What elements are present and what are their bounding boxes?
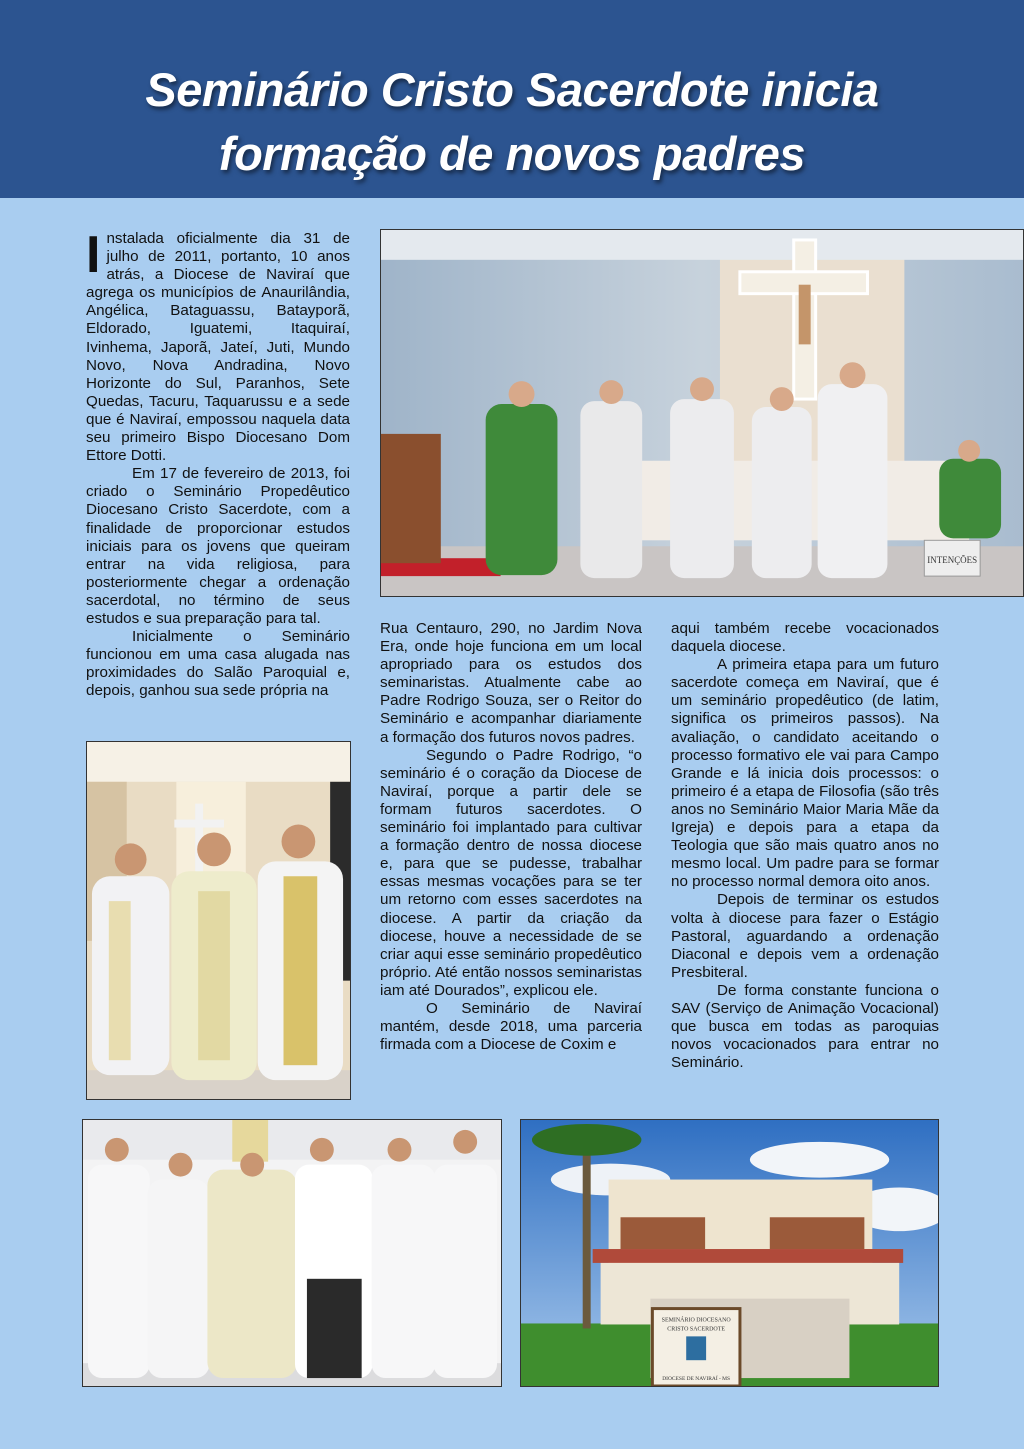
intencoes-sign: INTENÇÕES	[927, 555, 978, 566]
sign-line-3: DIOCESE DE NAVIRAÍ - MS	[662, 1376, 731, 1383]
paragraph: Instalada oficialmente dia 31 de julho de 2011, portanto, 10 anos atrás, a Diocese de Naviraí que agrega os municípios de Anaurilândia, Angélica, Bataguassu, Batayporã, Eldorado, Iguatemi, Itaquiraí, Ivinhema, Japorã, Jateí, Juti, Mundo Novo, Nova Andradina, Novo Horizonte do Sul, Paranhos, Sete Quedas, Tacuru, Taquarussu e a sede que é Naviraí, empossou naquela data seu primeiro Bispo Diocesano Dom Ettore Dotti.	[86, 226, 350, 465]
paragraph: Rua Centauro, 290, no Jardim Nova Era, onde hoje funciona em um local apropriado para os estudos dos seminaristas. Atualmente cabe ao Padre Rodrigo Souza, ser o Reitor do Seminário e acompanhar diariamente a formação dos futuros novos padres.	[380, 620, 642, 746]
paragraph: aqui também recebe vocacionados daquela diocese.	[671, 620, 939, 656]
seminary-building-photo	[520, 1119, 939, 1387]
title-line-1: Seminário Cristo Sacerdote inicia	[145, 63, 879, 116]
page-header	[0, 0, 1024, 198]
bishop-seminarians-photo	[82, 1119, 502, 1387]
three-priests-photo	[86, 741, 351, 1100]
article-column-1	[86, 226, 350, 700]
sign-line-2: CRISTO SACERDOTE	[667, 1326, 726, 1333]
paragraph: Em 17 de fevereiro de 2013, foi criado o Seminário Propedêutico Diocesano Cristo Sacerdote, com a finalidade de proporcionar estudos iniciais para os jovens que queiram entrar na vida religiosa, para posteriormente chegar a ordenação sacerdotal, no término de seus estudos e sua preparação para tal.	[86, 465, 350, 627]
paragraph: A primeira etapa para um futuro sacerdote começa em Naviraí, que é um seminário propedêutico (de latim, significa os primeiros passos). Na avaliação, o candidato aceitando o processo formativo ele vai para Campo Grande e lá inicia dois processos: o primeiro é a etapa de Filosofia (são três anos no Seminário Maior Maria Mãe da Igreja) e depois para a etapa da Teologia que são mais quatro anos no mesmo local. Um padre para se formar no processo normal demora oito anos.	[671, 656, 939, 891]
article-column-2	[380, 620, 642, 1054]
drop-cap: I	[86, 226, 101, 284]
paragraph: Inicialmente o Seminário funcionou em uma casa alugada nas proximidades do Salão Paroquial e, depois, ganhou sua sede própria na	[86, 628, 350, 700]
title-line-2: formação de novos padres	[218, 127, 806, 180]
paragraph: Depois de terminar os estudos volta à diocese para fazer o Estágio Pastoral, aguardando a ordenação Diaconal e depois vem a ordenação Presbiteral.	[671, 891, 939, 981]
paragraph: O Seminário de Naviraí mantém, desde 2018, uma parceria firmada com a Diocese de Coxim e	[380, 999, 642, 1054]
paragraph: De forma constante funciona o SAV (Serviço de Animação Vocacional) que busca em todas as paroquias novos vocacionados para entrar no Seminário.	[671, 981, 939, 1072]
paragraph: Segundo o Padre Rodrigo, “o seminário é o coração da Diocese de Naviraí, porque a partir dele se formam futuros sacerdotes. O seminário foi implantado para cultivar a formação dentro de nossa diocese e, para que se pudesse, trabalhar essas mesmas vocações para se ter um retorno com esses sacerdotes na diocese. A partir da criação da diocese, houve a necessidade de se criar aqui esse seminário propedêutico próprio. Até então nossos seminaristas iam até Dourados”, explicou ele.	[380, 746, 642, 999]
altar-ceremony-photo	[380, 229, 1024, 597]
sign-line-1: SEMINÁRIO DIOCESANO	[661, 1317, 731, 1324]
article-column-3	[671, 620, 939, 1072]
